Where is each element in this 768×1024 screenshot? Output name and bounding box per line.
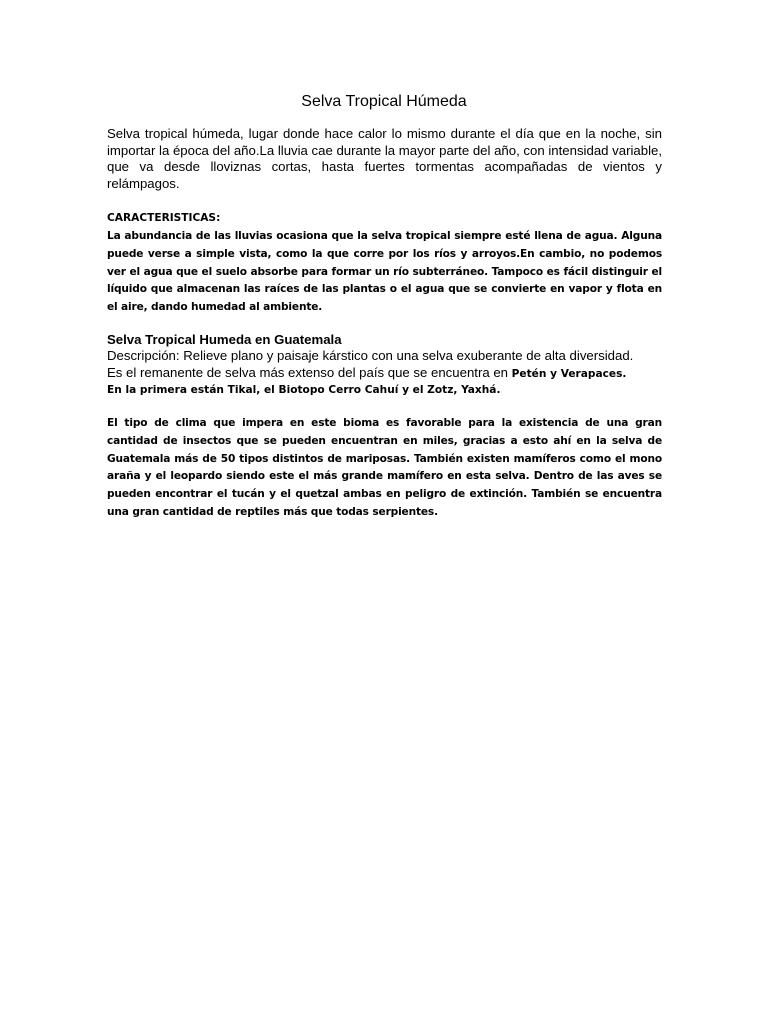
- guatemala-remanente-line: [107, 365, 667, 383]
- guatemala-remanente: Es el remanente de selva más extenso del país que se encuentra en: [107, 364, 512, 380]
- intro-paragraph: Selva tropical húmeda, lugar donde hace calor lo mismo durante el día que en la noche, sin importar la época del año.La lluvia cae durante la mayor parte del año, con intensidad variable, que va desde lloviznas cortas, hasta fuertes tormentas acompañadas de vientos y relámpagos.: [107, 126, 662, 191]
- guatemala-remanente-places: Petén y Verapaces.: [511, 367, 627, 380]
- guatemala-description: Descripción: Relieve plano y paisaje kárstico con una selva exuberante de alta diversidad.: [107, 348, 634, 363]
- guatemala-first-line: En la primera están Tikal, el Biotopo Cerro Cahuí y el Zotz, Yaxhá.: [107, 384, 501, 396]
- document-title: Selva Tropical Húmeda: [301, 93, 467, 110]
- clima-paragraph: El tipo de clima que impera en este bioma es favorable para la existencia de una gran cantidad de insectos que se pueden encuentran en miles, gracias a esto ahí en la selva de Guatemala más de 50 tipos distintos de mariposas. También existen mamíferos como el mono araña y el leopardo siendo este el más grande mamífero en esta selva. Dentro de las aves se pueden encontrar el tucán y el quetzal ambas en peligro de extinción. También se encuentra una gran cantidad de reptiles más que todas serpientes.: [107, 417, 662, 518]
- guatemala-description-block: [107, 348, 667, 382]
- caracteristicas-paragraph: La abundancia de las lluvias ocasiona que la selva tropical siempre esté llena de agua. Alguna puede verse a simple vista, como la que corre por los ríos y arroyos.En cambio, no podemos ver el agua que el suelo absorbe para formar un río subterráneo. Tampoco es fácil distinguir el líquido que almacenan las raíces de las plantas o el agua que se convierte en vapor y flota en el aire, dando humedad al ambiente.: [107, 230, 662, 314]
- caracteristicas-heading: CARACTERISTICAS:: [107, 212, 221, 224]
- guatemala-heading: Selva Tropical Humeda en Guatemala: [107, 332, 342, 347]
